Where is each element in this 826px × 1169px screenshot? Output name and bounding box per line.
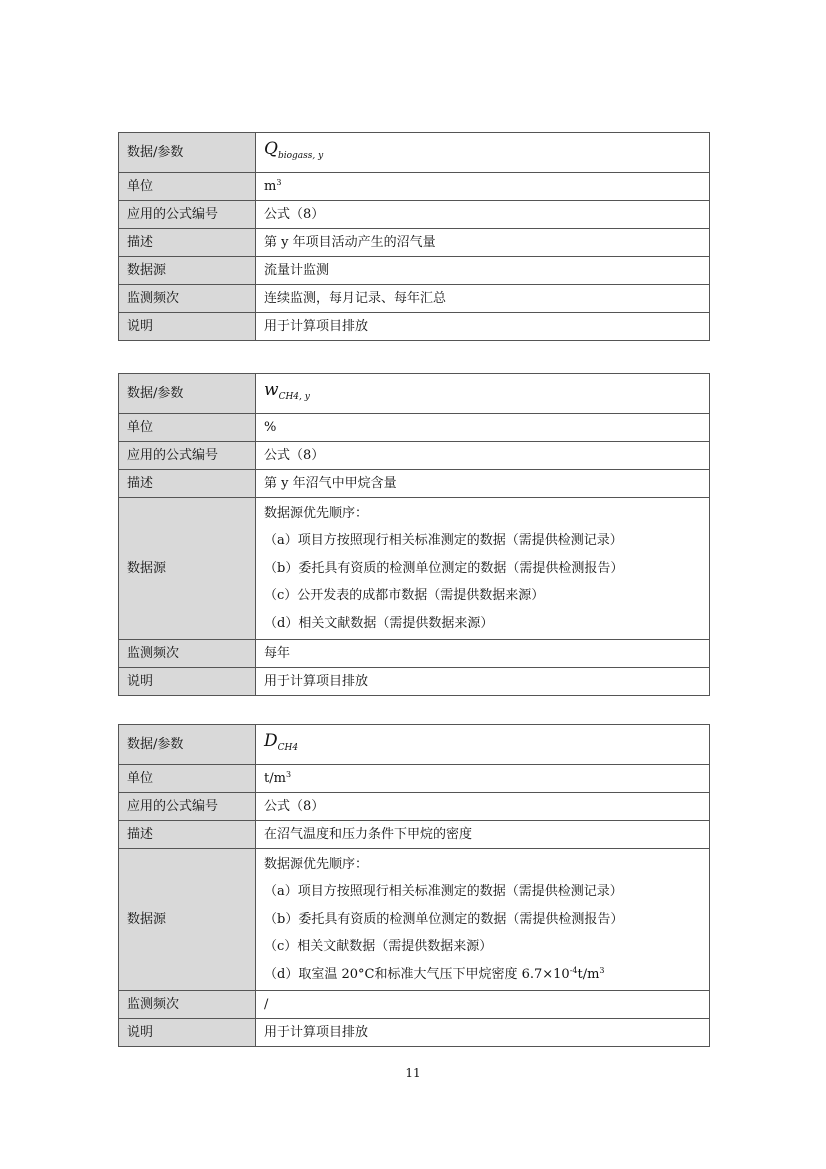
formula-value: 公式（8） bbox=[256, 201, 710, 229]
label-formula: 应用的公式编号 bbox=[119, 442, 256, 470]
label-source: 数据源 bbox=[119, 257, 256, 285]
source-line: 数据源优先顺序： bbox=[264, 856, 369, 872]
unit-value: % bbox=[256, 414, 710, 442]
source-line: （c）公开发表的成都市数据（需提供数据来源） bbox=[264, 588, 545, 604]
desc-value: 第 y 年项目活动产生的沼气量 bbox=[256, 229, 710, 257]
label-freq: 监测频次 bbox=[119, 991, 256, 1019]
label-param: 数据/参数 bbox=[119, 374, 256, 414]
note-value: 用于计算项目排放 bbox=[256, 668, 710, 696]
source-line: （a）项目方按照现行相关标准测定的数据（需提供检测记录） bbox=[264, 884, 623, 900]
freq-value: 每年 bbox=[256, 640, 710, 668]
label-unit: 单位 bbox=[119, 765, 256, 793]
symbol-q-biogas: $Q_{biogass, y}$ bbox=[256, 133, 710, 173]
parameter-table-methane-density bbox=[118, 724, 710, 1047]
label-note: 说明 bbox=[119, 1019, 256, 1047]
unit-value: $m^3$ bbox=[256, 173, 710, 201]
source-line: （b）委托具有资质的检测单位测定的数据（需提供检测报告） bbox=[264, 560, 624, 576]
label-unit: 单位 bbox=[119, 173, 256, 201]
label-param: 数据/参数 bbox=[119, 725, 256, 765]
page-number: 11 bbox=[405, 1066, 421, 1080]
source-list bbox=[256, 498, 710, 640]
label-desc: 描述 bbox=[119, 470, 256, 498]
formula-value: 公式（8） bbox=[256, 793, 710, 821]
source-line: （d）相关文献数据（需提供数据来源） bbox=[264, 615, 494, 631]
formula-value: 公式（8） bbox=[256, 442, 710, 470]
label-freq: 监测频次 bbox=[119, 285, 256, 313]
label-note: 说明 bbox=[119, 313, 256, 341]
source-line: （a）项目方按照现行相关标准测定的数据（需提供检测记录） bbox=[264, 533, 623, 549]
source-value: 流量计监测 bbox=[256, 257, 710, 285]
freq-value: / bbox=[256, 991, 710, 1019]
parameter-table-methane-content bbox=[118, 373, 710, 696]
source-line: （b）委托具有资质的检测单位测定的数据（需提供检测报告） bbox=[264, 911, 624, 927]
parameter-table-biogas bbox=[118, 132, 710, 341]
source-line-density-value: （d）取室温 20°C和标准大气压下甲烷密度 $6.7\times 10^{-4}t/m^3$ bbox=[264, 965, 605, 982]
source-line: （c）相关文献数据（需提供数据来源） bbox=[264, 939, 493, 955]
label-desc: 描述 bbox=[119, 229, 256, 257]
symbol-w-ch4: $w_{CH4, y}$ bbox=[256, 374, 710, 414]
label-source: 数据源 bbox=[119, 849, 256, 991]
note-value: 用于计算项目排放 bbox=[256, 1019, 710, 1047]
label-desc: 描述 bbox=[119, 821, 256, 849]
label-note: 说明 bbox=[119, 668, 256, 696]
note-value: 用于计算项目排放 bbox=[256, 313, 710, 341]
label-formula: 应用的公式编号 bbox=[119, 793, 256, 821]
source-line: 数据源优先顺序： bbox=[264, 505, 369, 521]
unit-value: $t/m^3$ bbox=[256, 765, 710, 793]
symbol-d-ch4: $D_{CH4}$ bbox=[256, 725, 710, 765]
freq-value: 连续监测，每月记录、每年汇总 bbox=[256, 285, 710, 313]
label-source: 数据源 bbox=[119, 498, 256, 640]
desc-value: 第 y 年沼气中甲烷含量 bbox=[256, 470, 710, 498]
label-unit: 单位 bbox=[119, 414, 256, 442]
label-freq: 监测频次 bbox=[119, 640, 256, 668]
label-param: 数据/参数 bbox=[119, 133, 256, 173]
label-formula: 应用的公式编号 bbox=[119, 201, 256, 229]
source-list bbox=[256, 849, 710, 991]
desc-value: 在沼气温度和压力条件下甲烷的密度 bbox=[256, 821, 710, 849]
